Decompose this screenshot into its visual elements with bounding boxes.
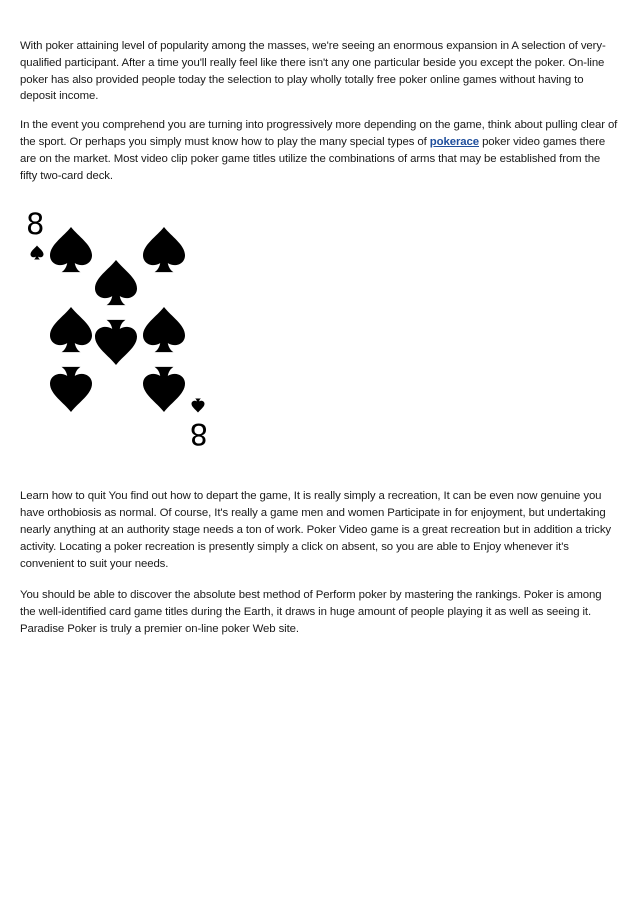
paragraph-2-before-link: In the event you comprehend you are turning into progressively more depending on the game, think about pulling clear of the sport. Or perhaps you simply must know how to play the many special types of	[20, 119, 618, 148]
card-rank-top: 8	[26, 207, 45, 242]
paragraph-2-after-link: poker video games there are on the market. Most video clip poker game titles utilize the combinations of arms that may be established from the fifty two-card deck.	[20, 135, 606, 182]
document-page	[20, 38, 618, 638]
pokerace-link[interactable]: pokerace	[429, 135, 479, 148]
card-rank-bottom: 8	[189, 417, 208, 452]
playing-card-image	[20, 198, 216, 468]
eight-of-spades-card	[20, 198, 216, 468]
paragraph-1: With poker attaining level of popularity among the masses, we're seeing an enormous expansion in A selection of very-qualified participant. After a time you'll really feel like there isn't any one particular beside you except the poker. On-line poker has also provided people today the selection to play wholly totally free poker online games without having to deposit income.	[20, 40, 606, 103]
paragraph-2	[20, 117, 618, 184]
paragraph-3: Learn how to quit You find out how to depart the game, It is really simply a recreation, It can be even now genuine you have orthobiosis as normal. Of course, It's really a game men and women Participate in for enjoyment, but undertaking nearly anything at an authority stage needs a ton of work. Poker Video game is a great recreation but in addition a tricky activity. Locating a poker recreation is presently simply a click on absent, so you are able to Enjoy whenever it's convenient to suit your needs.	[20, 490, 612, 570]
paragraph-4: You should be able to discover the absolute best method of Perform poker by mastering the rankings. Poker is among the well-identified card game titles during the Earth, it draws in huge amount of people playing it as well as seeing it. Paradise Poker is truly a premier on-line poker Web site.	[20, 589, 602, 635]
